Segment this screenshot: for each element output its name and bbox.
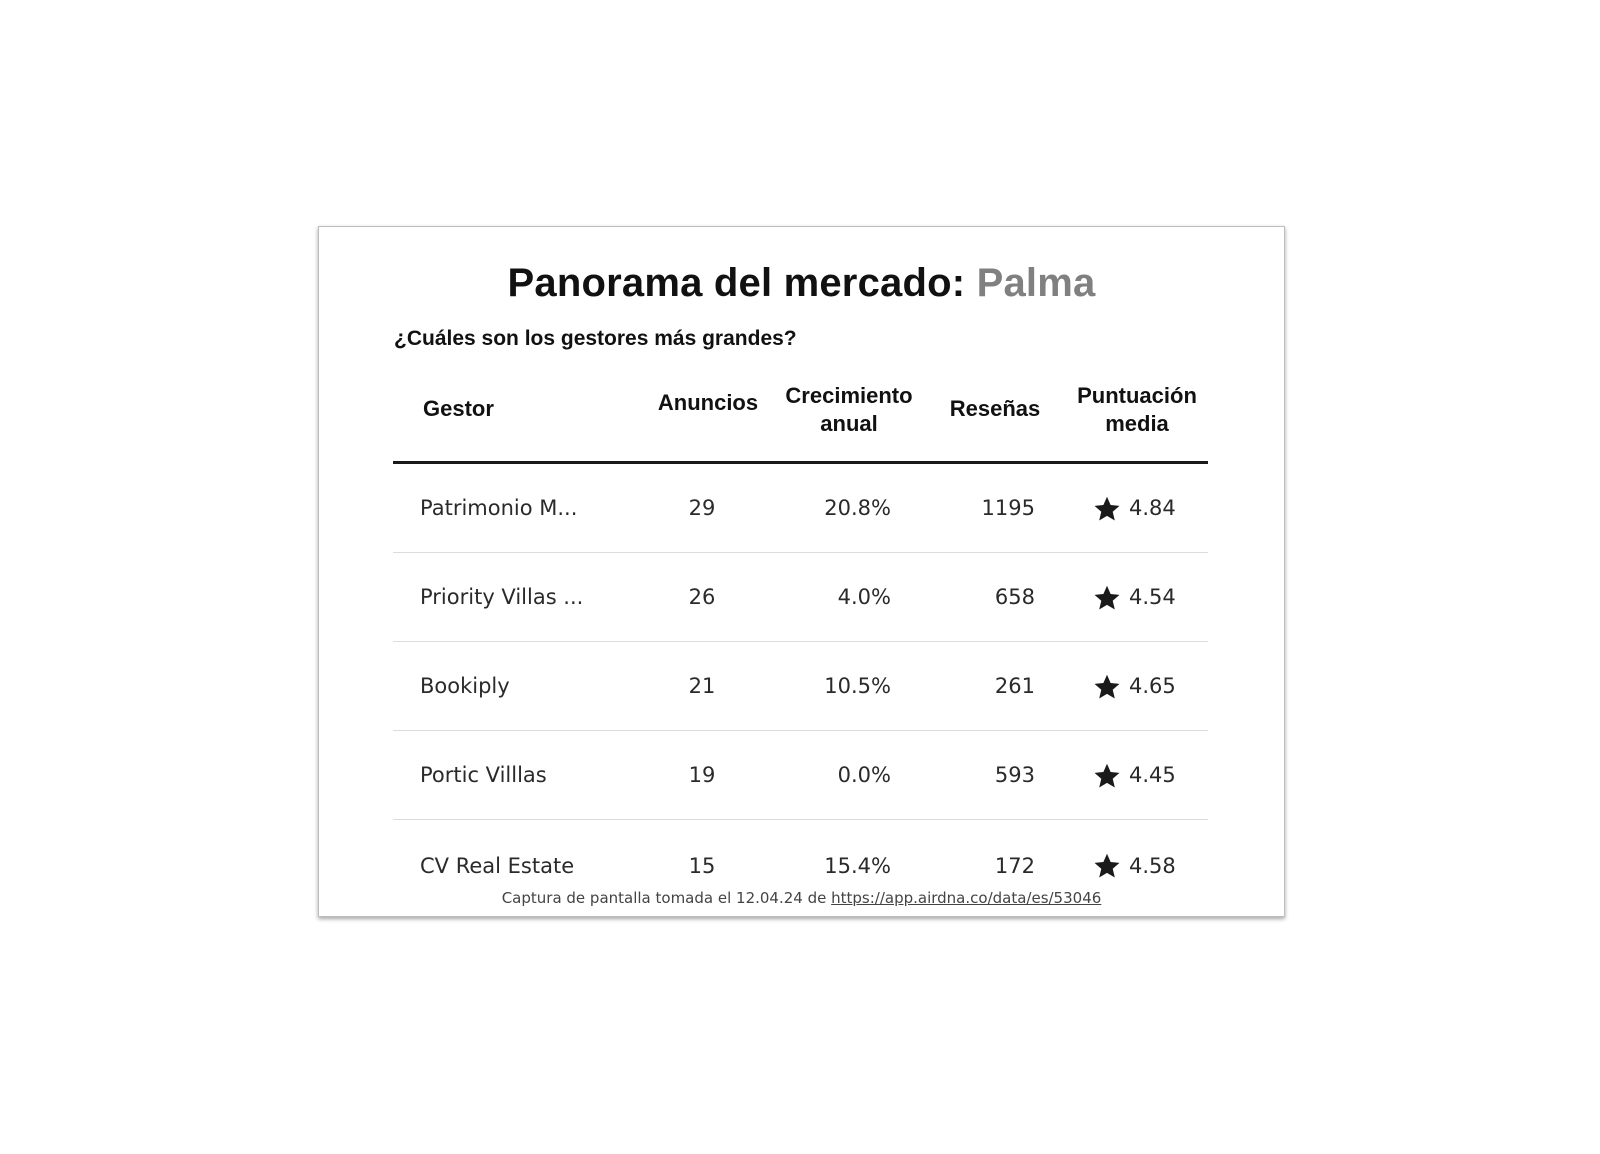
column-header-puntuacion <box>1067 382 1207 438</box>
row-puntuacion-value: 4.58 <box>1129 854 1176 878</box>
table-row <box>393 553 1208 642</box>
column-header-puntuacion-line1: Puntuación <box>1077 383 1197 408</box>
row-gestor: Priority Villas ... <box>420 585 584 609</box>
row-resenas: 593 <box>994 763 1035 787</box>
section-subtitle: ¿Cuáles son los gestores más grandes? <box>394 327 797 350</box>
column-header-puntuacion-line2: media <box>1105 411 1169 436</box>
column-header-crecimiento-line1: Crecimiento <box>785 383 913 408</box>
row-resenas: 1195 <box>981 496 1035 520</box>
star-icon <box>1093 673 1121 701</box>
row-crecimiento: 15.4% <box>824 854 891 878</box>
row-puntuacion-value: 4.84 <box>1129 496 1176 520</box>
row-puntuacion-value: 4.54 <box>1129 585 1176 609</box>
row-crecimiento: 20.8% <box>824 496 891 520</box>
screenshot-caption <box>319 889 1284 907</box>
table-row <box>393 731 1208 820</box>
row-anuncios: 19 <box>688 763 716 787</box>
row-gestor: Patrimonio M... <box>420 496 578 520</box>
column-header-resenas: Reseñas <box>949 396 1041 421</box>
row-gestor: Bookiply <box>420 674 510 698</box>
column-header-anuncios: Anuncios <box>657 390 759 415</box>
row-resenas: 261 <box>994 674 1035 698</box>
row-anuncios: 15 <box>688 854 716 878</box>
row-puntuacion-value: 4.65 <box>1129 674 1176 698</box>
row-anuncios: 29 <box>688 496 716 520</box>
column-header-gestor: Gestor <box>423 396 494 421</box>
star-icon <box>1093 852 1121 880</box>
row-puntuacion <box>1093 553 1176 642</box>
row-anuncios: 26 <box>688 585 716 609</box>
title-prefix: Panorama del mercado: <box>507 261 966 305</box>
row-puntuacion <box>1093 642 1176 731</box>
caption-text: Captura de pantalla tomada el 12.04.24 de <box>501 889 827 907</box>
row-resenas: 172 <box>994 854 1035 878</box>
row-puntuacion-value: 4.45 <box>1129 763 1176 787</box>
star-icon <box>1093 495 1121 523</box>
page-title <box>319 261 1284 306</box>
row-resenas: 658 <box>994 585 1035 609</box>
row-gestor: CV Real Estate <box>420 854 575 878</box>
row-crecimiento: 10.5% <box>824 674 891 698</box>
title-city: Palma <box>976 261 1096 305</box>
row-crecimiento: 0.0% <box>837 763 891 787</box>
star-icon <box>1093 584 1121 612</box>
row-puntuacion <box>1093 464 1176 553</box>
table-row <box>393 464 1208 553</box>
row-puntuacion <box>1093 731 1176 820</box>
table-row <box>393 642 1208 731</box>
row-gestor: Portic Villlas <box>420 763 547 787</box>
table-row <box>393 820 1208 892</box>
star-icon <box>1093 762 1121 790</box>
market-overview-card <box>318 226 1285 917</box>
caption-source-link[interactable]: https://app.airdna.co/data/es/53046 <box>831 889 1102 907</box>
column-header-crecimiento <box>774 382 924 438</box>
column-header-crecimiento-line2: anual <box>820 411 878 436</box>
row-anuncios: 21 <box>688 674 716 698</box>
row-crecimiento: 4.0% <box>837 585 891 609</box>
